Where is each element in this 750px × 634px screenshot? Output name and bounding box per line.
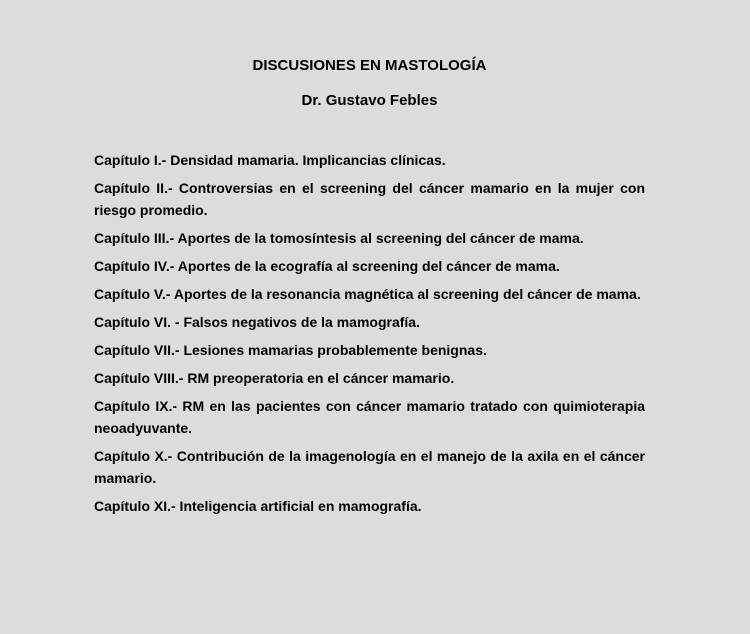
chapter-item-8: Capítulo VIII.- RM preoperatoria en el cáncer mamario.	[94, 370, 455, 386]
chapter-item-6: Capítulo VI. - Falsos negativos de la mamografía.	[94, 314, 420, 330]
chapter-item-4: Capítulo IV.- Aportes de la ecografía al screening del cáncer de mama.	[94, 258, 560, 274]
document-title: DISCUSIONES EN MASTOLOGÍA	[252, 57, 487, 74]
chapter-item-1: Capítulo I.- Densidad mamaria. Implicancias clínicas.	[94, 152, 446, 168]
document-author: Dr. Gustavo Febles	[301, 92, 438, 109]
chapter-item-11: Capítulo XI.- Inteligencia artificial en mamografía.	[94, 498, 422, 514]
chapter-item-2: Capítulo II.- Controversias en el screening del cáncer mamario en la mujer con riesgo promedio.	[94, 180, 645, 218]
chapter-item-3: Capítulo III.- Aportes de la tomosíntesis al screening del cáncer de mama.	[94, 230, 584, 246]
chapter-item-5: Capítulo V.- Aportes de la resonancia magnética al screening del cáncer de mama.	[94, 286, 641, 302]
chapter-item-7: Capítulo VII.- Lesiones mamarias probablemente benignas.	[94, 342, 487, 358]
chapter-item-9: Capítulo IX.- RM en las pacientes con cáncer mamario tratado con quimioterapia neoadyuvante.	[94, 398, 645, 436]
chapter-item-10: Capítulo X.- Contribución de la imagenología en el manejo de la axila en el cáncer mamario.	[94, 448, 645, 486]
